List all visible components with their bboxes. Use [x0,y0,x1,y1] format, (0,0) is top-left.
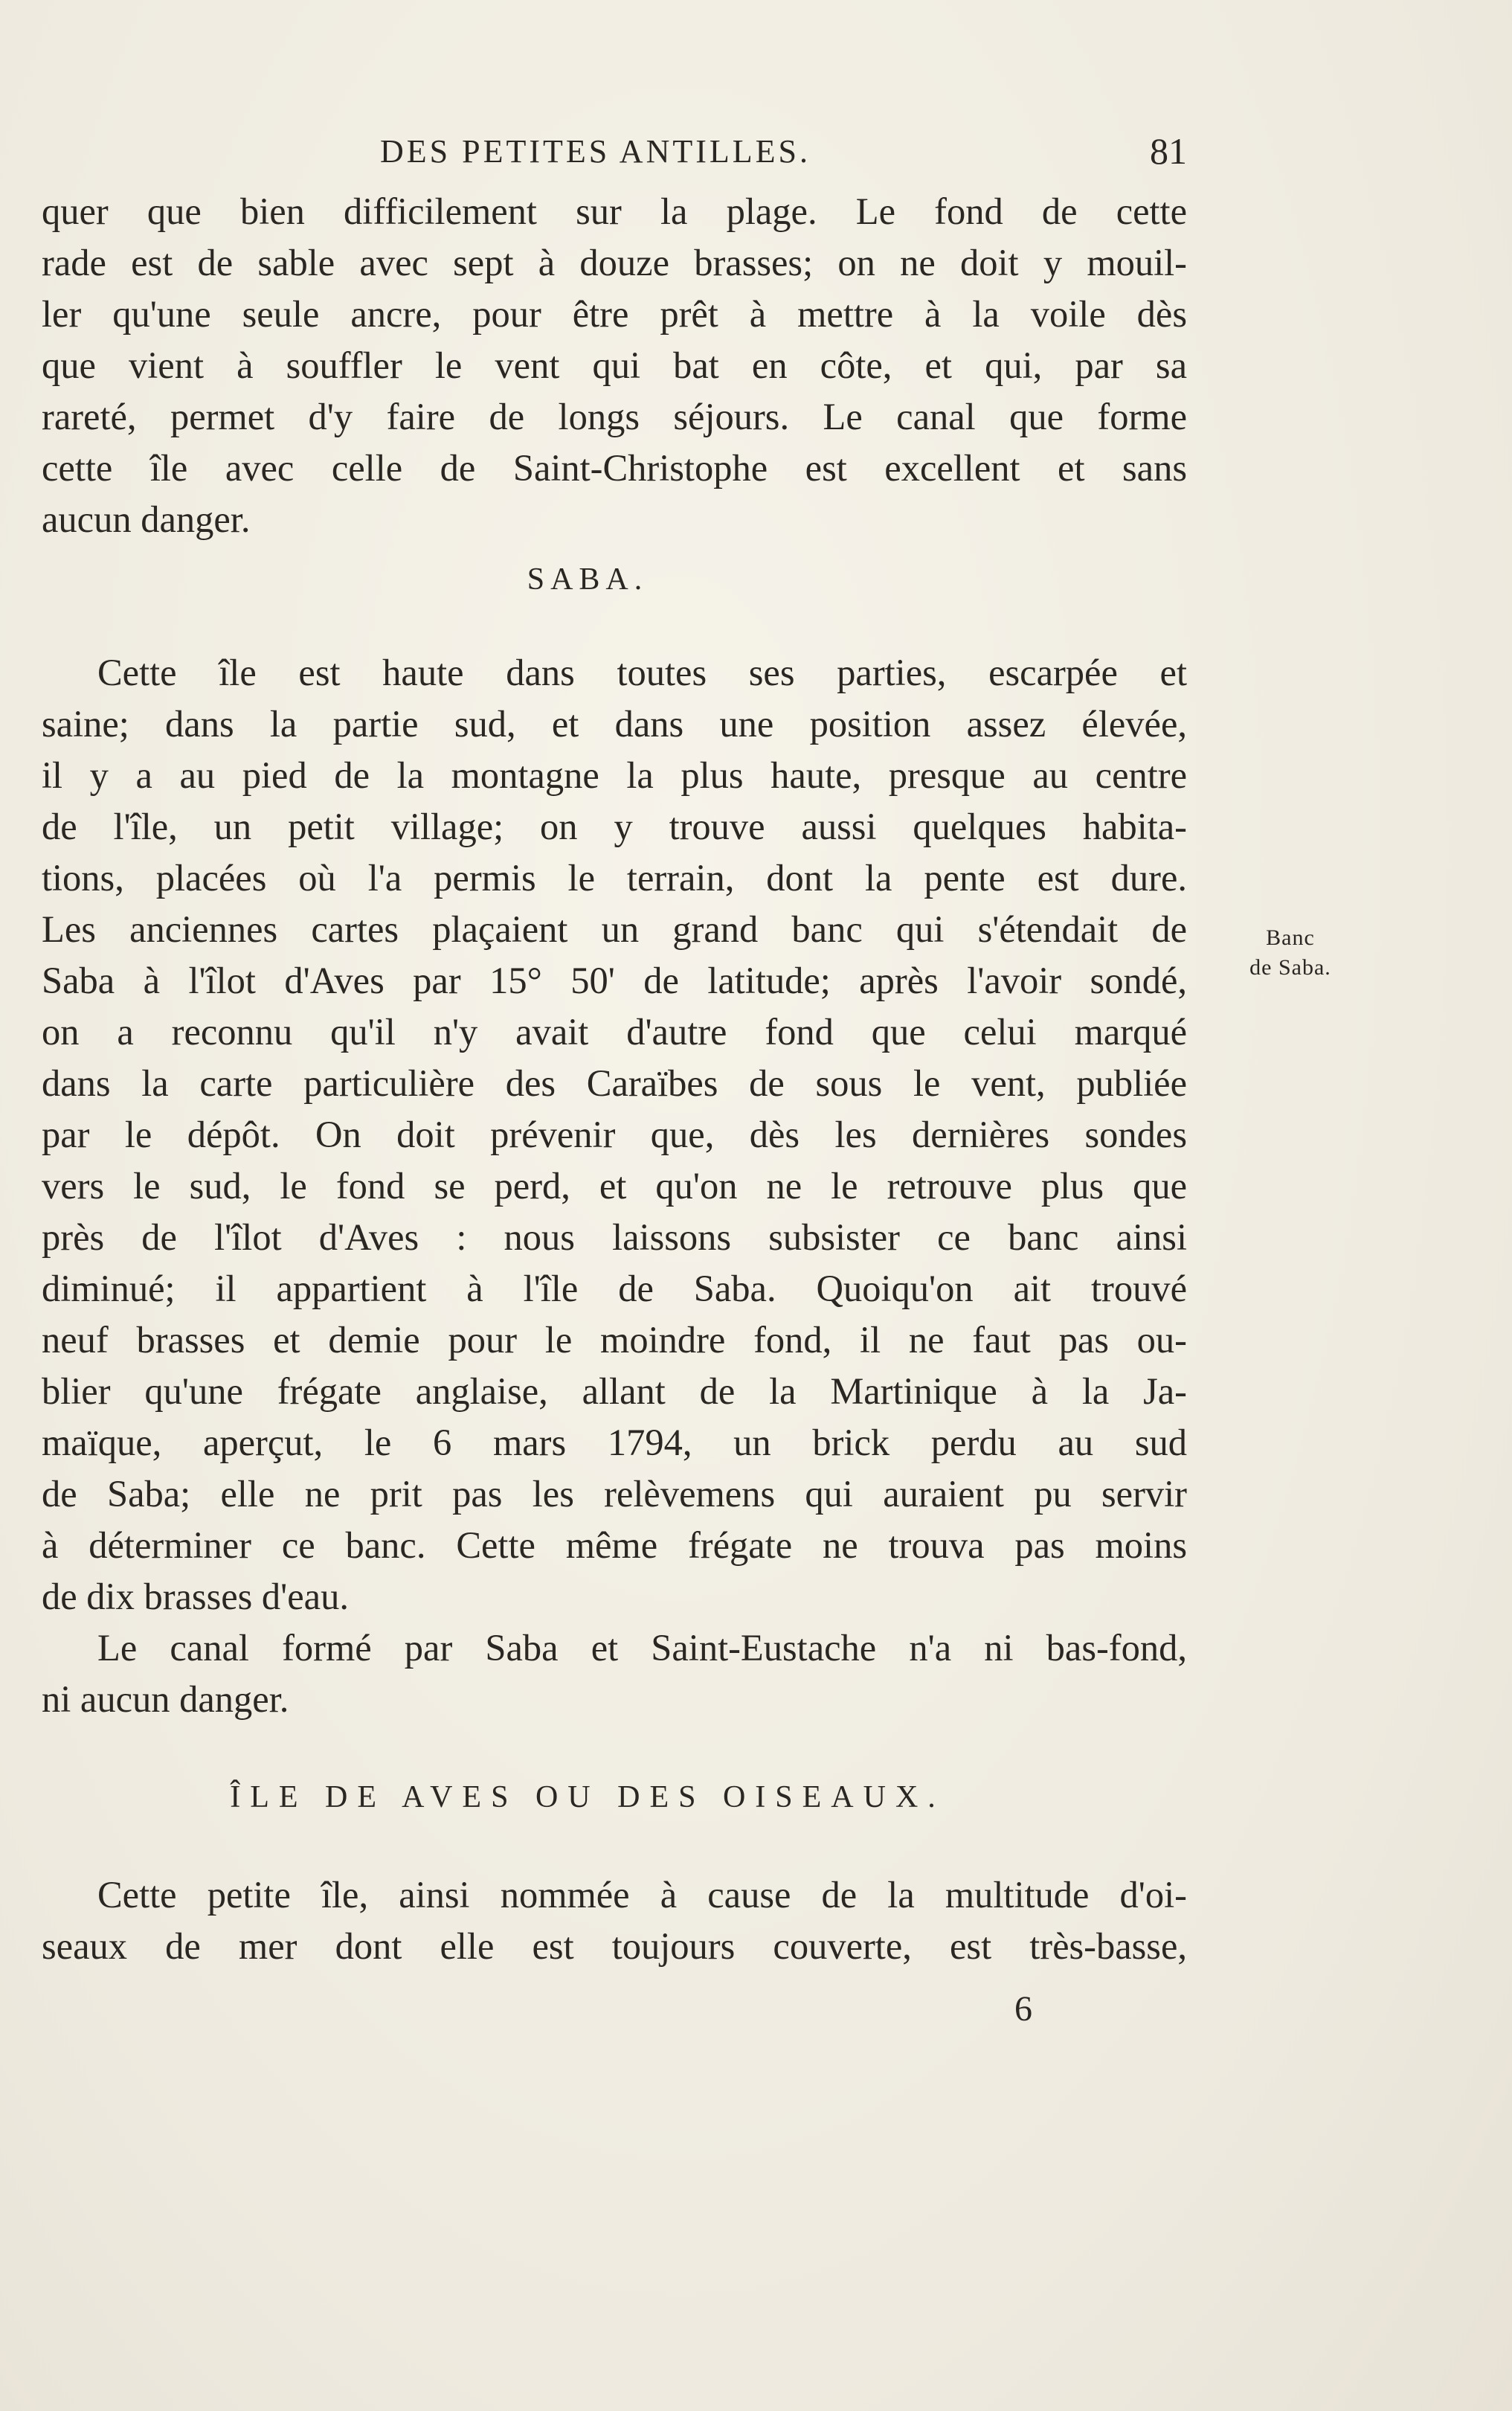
text-line: on a reconnu qu'il n'y avait d'autre fond que celui marqué [42,1011,1187,1053]
text-line: vers le sud, le fond se perd, et qu'on ne le retrouve plus que [42,1165,1187,1207]
paragraph-continuation [42,186,1187,545]
marginal-note-banc-de-saba [1227,923,1354,983]
text-line: de Saba; elle ne prit pas les relèvemens qui auraient pu servir [42,1473,1187,1515]
text-line: rareté, permet d'y faire de longs séjours. Le canal que forme [42,396,1187,437]
text-line: que vient à souffler le vent qui bat en côte, et qui, par sa [42,344,1187,386]
text-line: ler qu'une seule ancre, pour être prêt à mettre à la voile dès [42,293,1187,335]
marginal-note-line: Banc [1266,925,1315,950]
text-line: seaux de mer dont elle est toujours couverte, est très-basse, [42,1925,1187,1967]
running-title: DES PETITES ANTILLES. [380,133,811,170]
marginal-note-line: de Saba. [1249,955,1331,980]
text-line: cette île avec celle de Saint-Christophe est excellent et sans [42,447,1187,489]
text-line: quer que bien difficilement sur la plage. Le fond de cette [42,190,1187,232]
text-line: à déterminer ce banc. Cette même frégate ne trouva pas moins [42,1524,1187,1566]
text-line: Les anciennes cartes plaçaient un grand banc qui s'étendait de [42,908,1187,950]
running-head [42,132,1187,177]
text-line: Saba à l'îlot d'Aves par 15° 50' de latitude; après l'avoir sondé, [42,960,1187,1001]
text-line: rade est de sable avec sept à douze brasses; on ne doit y mouil- [42,242,1187,283]
text-line: Cette petite île, ainsi nommée à cause de la multitude d'oi- [97,1874,1187,1916]
text-line: saine; dans la partie sud, et dans une position assez élevée, [42,703,1187,745]
text-line: dans la carte particulière des Caraïbes de sous le vent, publiée [42,1062,1187,1104]
text-line: neuf brasses et demie pour le moindre fond, il ne faut pas ou- [42,1319,1187,1361]
paragraph-saba [42,647,1187,1725]
text-line: tions, placées où l'a permis le terrain, dont la pente est dure. [42,857,1187,899]
section-heading-aves: ÎLE DE AVES OU DES OISEAUX. [230,1780,945,1814]
text-line: près de l'îlot d'Aves : nous laissons subsister ce banc ainsi [42,1216,1187,1258]
signature-mark: 6 [1014,1989,1032,2029]
section-heading-saba: SABA. [527,562,649,597]
text-line: de l'île, un petit village; on y trouve aussi quelques habita- [42,806,1187,847]
text-line: par le dépôt. On doit prévenir que, dès les dernières sondes [42,1114,1187,1155]
text-line: Le canal formé par Saba et Saint-Eustache n'a ni bas-fond, [97,1627,1187,1669]
text-line: aucun danger. [42,498,251,540]
page-number: 81 [1150,130,1187,172]
text-line: Cette île est haute dans toutes ses parties, escarpée et [97,652,1187,693]
text-line: diminué; il appartient à l'île de Saba. Quoiqu'on ait trouvé [42,1268,1187,1309]
text-line: maïque, aperçut, le 6 mars 1794, un brick perdu au sud [42,1422,1187,1463]
text-line: de dix brasses d'eau. [42,1576,349,1617]
text-line: blier qu'une frégate anglaise, allant de la Martinique à la Ja- [42,1370,1187,1412]
text-line: ni aucun danger. [42,1678,289,1720]
paragraph-aves [42,1869,1187,1972]
text-line: il y a au pied de la montagne la plus haute, presque au centre [42,754,1187,796]
